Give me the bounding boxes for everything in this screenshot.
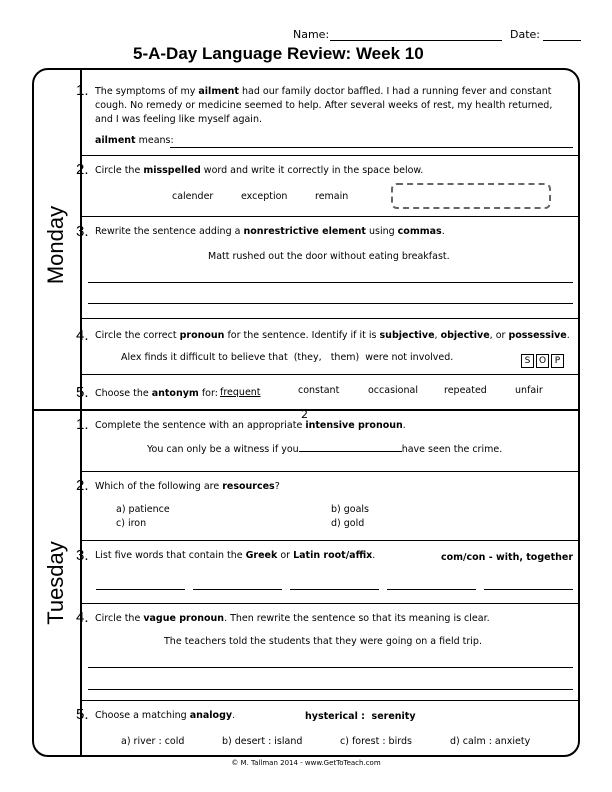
monday-q3-sentence: Matt rushed out the door without eating breakfast. [208, 251, 450, 262]
monday-q3-instruction: Rewrite the sentence adding a nonrestrictive element using commas. [95, 226, 445, 237]
answer-box[interactable] [391, 183, 551, 209]
antonym-choice[interactable]: occasional [368, 385, 418, 396]
choice-box-objective[interactable]: O [536, 354, 549, 368]
day-label-monday: Monday [43, 205, 68, 285]
choice-box-possessive[interactable]: P [551, 354, 564, 368]
monday-q2-instruction: Circle the misspelled word and write it correctly in the space below. [95, 165, 424, 176]
question-number: 2. [76, 161, 89, 178]
answer-line[interactable] [88, 667, 573, 668]
resource-option[interactable]: a) patience [116, 504, 170, 515]
stray-mark: 2 [301, 408, 308, 421]
choice-box-subjective[interactable]: S [521, 354, 534, 368]
separator [80, 155, 580, 156]
tuesday-q4-instruction: Circle the vague pronoun. Then rewrite the sentence so that its meaning is clear. [95, 613, 490, 624]
word-choice[interactable]: calender [172, 191, 214, 202]
question-number: 4. [76, 327, 89, 344]
separator [80, 471, 580, 472]
question-number: 1. [76, 82, 89, 99]
separator [80, 540, 580, 541]
question-number: 5. [76, 706, 89, 723]
day-label-tuesday: Tuesday [42, 541, 68, 625]
answer-line[interactable] [290, 589, 379, 590]
tuesday-q2-instruction: Which of the following are resources? [95, 481, 280, 492]
answer-line[interactable] [170, 147, 573, 148]
question-number: 3. [76, 223, 89, 240]
answer-line[interactable] [484, 589, 573, 590]
monday-q1-prompt: ailment means: [95, 135, 174, 146]
resource-option[interactable]: d) gold [331, 518, 365, 529]
separator [80, 216, 580, 217]
name-field[interactable] [330, 40, 502, 41]
target-word: frequent [220, 387, 261, 398]
date-label: Date: [510, 28, 540, 41]
question-number: 3. [76, 547, 89, 564]
monday-q4-instruction: Circle the correct pronoun for the sentence. Identify if it is subjective, objective, or possessive. [95, 330, 570, 341]
answer-line[interactable] [96, 589, 185, 590]
word-choice[interactable]: exception [241, 191, 288, 202]
separator [80, 318, 580, 319]
analogy-pair: hysterical : serenity [305, 711, 416, 722]
root-affix: com/con - with, together [441, 552, 574, 563]
tuesday-q5-instruction: Choose a matching analogy. [95, 710, 236, 721]
question-number: 4. [76, 609, 89, 626]
separator [80, 700, 580, 701]
word-choice[interactable]: remain [315, 191, 349, 202]
resource-option[interactable]: b) goals [331, 504, 370, 515]
monday-q5-instruction: Choose the antonym for: [95, 388, 224, 399]
tuesday-q1-instruction: Complete the sentence with an appropriate intensive pronoun. [95, 420, 406, 431]
separator [80, 603, 580, 604]
footer-copyright: © M. Tallman 2014 - www.GetToTeach.com [231, 759, 381, 767]
pronoun-type-boxes [519, 348, 564, 368]
date-field[interactable] [543, 40, 581, 41]
answer-line[interactable] [88, 282, 573, 283]
page-title: 5-A-Day Language Review: Week 10 [133, 44, 424, 63]
answer-line[interactable] [193, 589, 282, 590]
monday-q4-sentence: Alex finds it difficult to believe that (they, them) were not involved. [121, 352, 454, 363]
blank[interactable] [299, 442, 402, 452]
name-label: Name: [293, 28, 330, 41]
answer-line[interactable] [88, 689, 573, 690]
antonym-choice[interactable]: repeated [444, 385, 487, 396]
antonym-choice[interactable]: constant [298, 385, 340, 396]
analogy-choice[interactable]: a) river : cold [121, 736, 185, 747]
question-number: 2. [76, 477, 89, 494]
analogy-choice[interactable]: b) desert : island [222, 736, 303, 747]
monday-q1-passage: The symptoms of my ailment had our family doctor baffled. I had a running fever and constant cough. No remedy or medicine seemed to help. After several weeks of rest, my health returned, and I was feeling like myself again. [95, 86, 553, 125]
question-number: 1. [76, 416, 89, 433]
analogy-choice[interactable]: d) calm : anxiety [450, 736, 531, 747]
tuesday-q3-instruction: List five words that contain the Greek or Latin root/affix. [95, 550, 376, 561]
tuesday-q1-sentence: You can only be a witness if you have seen the crime. [147, 444, 503, 455]
answer-line[interactable] [387, 589, 476, 590]
answer-line[interactable] [88, 303, 573, 304]
resource-option[interactable]: c) iron [116, 518, 147, 529]
analogy-choice[interactable]: c) forest : birds [340, 736, 412, 747]
question-number: 5. [76, 384, 89, 401]
separator [80, 374, 580, 375]
tuesday-q4-sentence: The teachers told the students that they were going on a field trip. [164, 636, 482, 647]
antonym-choice[interactable]: unfair [515, 385, 543, 396]
